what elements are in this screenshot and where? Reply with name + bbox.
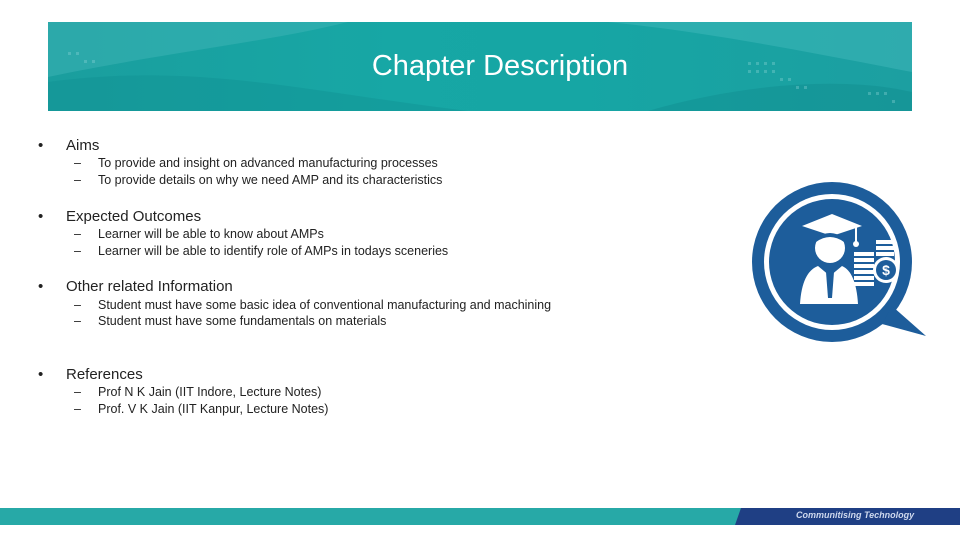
sub-item <box>74 298 551 312</box>
sub-bullet: – <box>74 156 81 170</box>
sub-item-text: Prof N K Jain (IIT Indore, Lecture Notes) <box>98 385 322 399</box>
sub-item-text: Learner will be able to know about AMPs <box>98 227 324 241</box>
sub-bullet: – <box>74 173 81 187</box>
sub-item <box>74 402 328 416</box>
sub-item <box>74 244 448 258</box>
page-title: Chapter Description <box>371 50 629 82</box>
sub-bullet: – <box>74 227 81 241</box>
section-bullet: • <box>38 208 44 225</box>
sub-item-text: To provide and insight on advanced manufacturing processes <box>98 156 438 170</box>
footer-tagline: Communitising Technology <box>796 510 915 520</box>
svg-text:$: $ <box>882 262 890 278</box>
section-title-other-info: Other related Information <box>66 278 233 295</box>
section-bullet: • <box>38 137 44 154</box>
sub-item <box>74 173 442 187</box>
sub-item <box>74 156 438 170</box>
sub-item <box>74 227 324 241</box>
sub-item-text: Student must have some fundamentals on materials <box>98 314 387 328</box>
header-banner <box>48 22 912 111</box>
graduate-money-speech-bubble-icon <box>752 176 932 351</box>
sub-bullet: – <box>74 314 81 328</box>
sub-item <box>74 314 386 328</box>
section-title-references: References <box>66 366 143 383</box>
sub-bullet: – <box>74 244 81 258</box>
sub-bullet: – <box>74 402 81 416</box>
section-title-aims: Aims <box>66 137 100 154</box>
sub-item-text: To provide details on why we need AMP and its characteristics <box>98 173 443 187</box>
sub-item-text: Prof. V K Jain (IIT Kanpur, Lecture Notes) <box>98 402 329 416</box>
sub-item <box>74 385 321 399</box>
sub-bullet: – <box>74 298 81 312</box>
section-title-expected-outcomes: Expected Outcomes <box>66 208 202 225</box>
sub-bullet: – <box>74 385 81 399</box>
sub-item-text: Student must have some basic idea of conventional manufacturing and machining <box>98 298 552 312</box>
sub-item-text: Learner will be able to identify role of AMPs in todays sceneries <box>98 244 449 258</box>
section-bullet: • <box>38 278 44 295</box>
section-bullet: • <box>38 366 44 383</box>
